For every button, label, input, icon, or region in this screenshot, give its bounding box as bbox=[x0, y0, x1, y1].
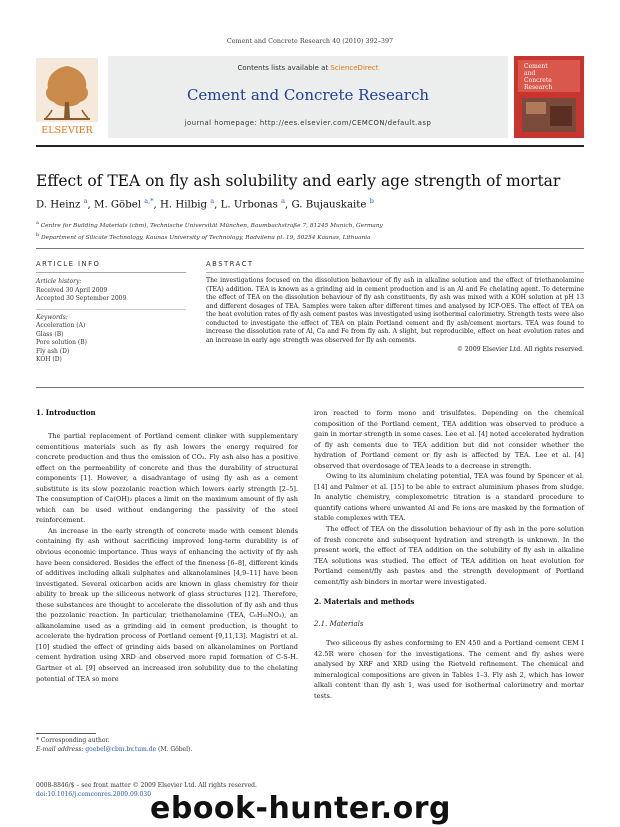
section-gap bbox=[314, 587, 584, 597]
body-paragraph: An increase in the early strength of concrete made with cement blends containing fly ash without sacrificing improved long-term durability is of obvious economic importance. Thus ways of enhancing the activity of fly ash have been considered. Besides the effect of the fineness [6–8], different kinds of additives including alkali sulphates and alkanolamines [4,9–11] have been investigated. Several oxicarbon acids are known in glass chemistry for their ability to break up the siliceous network of glass structures [12]. Therefore, these substances are thought to accelerate the dissolution of fly ash and thus the pozzolanic reaction. In particular, triethanolamine (TEA, C₆H₁₅NO₃), an alkanolamine used as a grinding aid in cement production, is thought to accelerate the hydration process of Portland cement [9,11,13]. Magistri et al. [10] studied the effect of grinding aids based on alkanolamines on Portland cement hydration using XRD and observed more rapid formation of C-S-H. Gartner et al. [9] observed an increased iron solubility due to the chelating potential of TEA so more bbox=[36, 526, 298, 683]
section-rule bbox=[36, 248, 584, 249]
materials-subheading: 2.1. Materials bbox=[314, 620, 364, 629]
watermark: ebook-hunter.org bbox=[150, 791, 451, 826]
author-name[interactable]: H. Hilbig bbox=[159, 199, 208, 211]
article-info-heading: ARTICLE INFO bbox=[36, 260, 186, 273]
affiliations bbox=[36, 219, 584, 244]
author-name[interactable]: L. Urbonas bbox=[220, 199, 278, 211]
journal-title[interactable]: Cement and Concrete Research bbox=[186, 86, 430, 104]
keyword: Acceleration (A) bbox=[36, 322, 86, 329]
header-rule bbox=[36, 145, 584, 147]
affiliation-text: Centre for Building Materials (cbm), Technische Universität München, Baumbachstraße 7, 81245 Munich, Germany bbox=[40, 222, 383, 229]
keywords-label: Keywords: bbox=[36, 313, 68, 321]
affiliation-mark: b bbox=[36, 233, 40, 239]
history-accepted: Accepted 30 September 2009 bbox=[36, 295, 127, 302]
keyword: KOH (D) bbox=[36, 356, 62, 363]
author-affil-mark[interactable]: a bbox=[83, 197, 88, 205]
journal-info-box bbox=[108, 56, 508, 138]
footnote bbox=[36, 737, 298, 754]
abstract-copyright: © 2009 Elsevier Ltd. All rights reserved. bbox=[456, 346, 584, 354]
cover-title-line-3: Concrete bbox=[524, 77, 552, 84]
author-affil-mark[interactable]: a bbox=[210, 197, 215, 205]
body-paragraph: iron reacted to form mono and trisulfates. Depending on the chemical composition of the Portland cement, TEA addition was observed to produce a gain in mortar strength in some cases. Lee et al. [4] noted accelerated hydration of fly ash cements due to TEA addition but did not consider whether the hydration of Portland cement or fly ash is affected by TEA. Lee et al. [4] observed that overdosage of TEA leads to a decrease in strength. bbox=[314, 409, 584, 470]
introduction-heading: 1. Introduction bbox=[36, 408, 96, 417]
info-divider bbox=[36, 309, 186, 310]
journal-homepage[interactable]: journal homepage: http://ees.elsevier.com/CEMCON/default.asp bbox=[184, 119, 432, 127]
email-line bbox=[36, 746, 298, 755]
abstract-heading: ABSTRACT bbox=[206, 260, 584, 273]
body-paragraph: The effect of TEA on the dissolution behaviour of fly ash in the pore solution of fresh concrete and subsequent hydration and strength is unknown. In the present work, the effect of TEA addition on the solubility of fly ash in alkaline TEA solutions was studied. The effect of TEA addition on heat evolution for Portland cement/fly ash pastes and the strength development of Portland cement/fly ash binders in mortar were investigated. bbox=[314, 525, 584, 586]
publisher-wordmark: ELSEVIER bbox=[41, 125, 93, 136]
body-column-left bbox=[36, 408, 298, 684]
keyword: Glass (B) bbox=[36, 330, 64, 338]
section-rule bbox=[36, 387, 584, 388]
elsevier-logo[interactable] bbox=[36, 58, 98, 136]
body-paragraph: Two siliceous fly ashes conforming to EN 450 and a Portland cement CEM I 42.5R were chosen for the investigations. The cement and fly ashes were analysed by XRF and XRD using the Rietveld refinement. The chemical and mineralogical compositions are given in Tables 1–3. Fly ash 2, which has lower alkali content than fly ash 1, was used for isothermal calorimetry and mortar tests. bbox=[314, 639, 584, 701]
body-column-right bbox=[314, 408, 584, 702]
corresponding-author-note: * Corresponding author. bbox=[36, 737, 110, 744]
sciencedirect-link[interactable]: ScienceDirect bbox=[330, 64, 379, 72]
issn-line: 0008-8846/$ – see front matter © 2009 Elsevier Ltd. All rights reserved. bbox=[36, 782, 257, 789]
author-affil-mark[interactable]: a,* bbox=[144, 197, 154, 205]
author-name[interactable]: M. Göbel bbox=[94, 199, 142, 211]
author-name[interactable]: D. Heinz bbox=[36, 199, 81, 211]
email-label: E-mail address: bbox=[36, 745, 86, 753]
affiliation bbox=[36, 219, 584, 231]
contents-prefix: Contents lists available at bbox=[237, 64, 331, 72]
cover-title-line-1: Cement bbox=[524, 63, 548, 70]
methods-heading: 2. Materials and methods bbox=[314, 597, 415, 607]
affiliation-text: Department of Silicate Technology, Kaunas University of Technology, Radvilenu pl. 19, 50254 Kaunas, Lithuania bbox=[40, 235, 371, 242]
email-link[interactable]: goebel@cbm.bv.tum.de bbox=[85, 745, 157, 753]
body-paragraph: Owing to its aluminium chelating potential, TEA was found by Spencer et al. [14] and Palmer et al. [15] to be able to extract aluminium phases from sludge. In analytic chemistry, complexometric titration is a standard procedure to quantify cations where unwanted Al and Fe ions are masked by the formation of stable complexes with TEA. bbox=[314, 472, 584, 523]
abstract bbox=[206, 260, 584, 353]
history-received: Received 30 April 2009 bbox=[36, 286, 108, 294]
author-affil-mark[interactable]: b bbox=[369, 197, 374, 205]
abstract-text: The investigations focused on the dissolution behaviour of fly ash in alkaline solution and the effect of triethanolamine (TEA) addition. TEA is known as a grinding aid in cement production and is an Al and Fe chelating agent. To determine the effect of TEA on the dissolution behaviour of fly ash constituents, fly ash was mixed with a KOH solution at pH 13 and different dosages of TEA. Samples were taken after different times and analysed by ICP-OES. The effect of TEA on the heat evolution rates of fly ash cement pastes was investigated using isothermal calorimetry. Strength tests were also conducted to investigate the effect of TEA on plain Portland cement and fly ash/cement mortars. TEA was found to increase the dissolution rate of Al, Ca and Fe from fly ash. A slight, but reproducible, effect on heat evolution rates and an increase in early age strength was observed for fly ash cements. bbox=[206, 277, 584, 344]
article-info bbox=[36, 260, 186, 365]
contents-line bbox=[108, 64, 508, 72]
doi-link[interactable]: doi:10.1016/j.cemconres.2009.09.030 bbox=[36, 790, 152, 798]
cover-title-line-4: Research bbox=[524, 84, 553, 91]
author-list: D. Heinz $^a$, M. Göbel $^{a,*}$, H. Hilbig $^a$, L. Urbonas $^a$, G. Bujauskaite $^b$ bbox=[36, 197, 374, 211]
journal-cover[interactable] bbox=[514, 56, 584, 138]
footnote-rule bbox=[36, 733, 96, 734]
cover-title-line-2: and bbox=[524, 70, 536, 77]
running-head: Cement and Concrete Research 40 (2010) 392–397 bbox=[226, 37, 394, 45]
keyword: Fly ash (D) bbox=[36, 347, 70, 355]
article-title: Effect of TEA on fly ash solubility and early age strength of mortar bbox=[36, 172, 561, 190]
keyword: Pore solution (B) bbox=[36, 339, 88, 346]
journal-banner bbox=[36, 56, 584, 138]
history-label: Article history: bbox=[36, 278, 82, 285]
affiliation bbox=[36, 231, 584, 243]
email-suffix: (M. Göbel). bbox=[156, 745, 193, 753]
body-paragraph: The partial replacement of Portland cement clinker with supplementary cementitious materials such as fly ash lowers the energy required for concrete production and thus the emission of CO₂. Fly ash also has a positive effect on the permeability of concrete and thus the durability of structural components [1]. However, a disadvantage of using fly ash as a cement substitute is its slow pozzolanic reaction which lowers early strength [2–5]. The consumption of Ca(OH)₂ places a limit on the maximum amount of fly ash which can be used without endangering the passivity of the steel reinforcement. bbox=[36, 432, 298, 525]
affiliation-mark: a bbox=[36, 221, 39, 226]
author-name[interactable]: G. Bujauskaite bbox=[291, 199, 367, 211]
author-affil-mark[interactable]: a bbox=[281, 197, 285, 205]
